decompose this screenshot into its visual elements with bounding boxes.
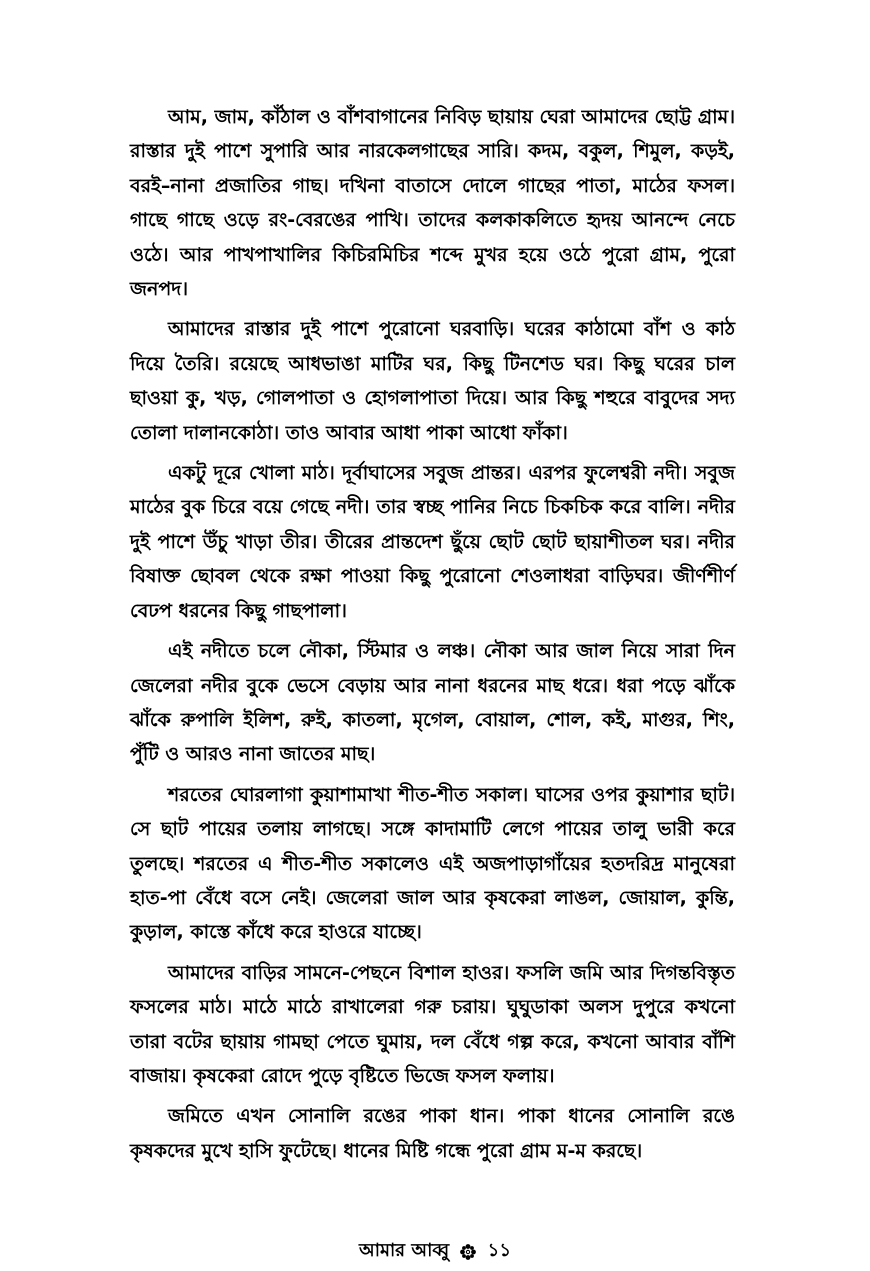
- flower-ornament-icon: [459, 1243, 477, 1261]
- page-number: ১১: [487, 1240, 512, 1261]
- paragraph-7: জমিতে এখন সোনালি রঙের পাকা ধান। পাকা ধানের সোনালি রঙে কৃষকদের মুখে হাসি ফুটেছে। ধানের মিষ্টি গন্ধে পুরো গ্রাম ম-ম করছে।: [130, 1105, 735, 1162]
- book-title: আমার আব্বু: [358, 1240, 450, 1261]
- paragraph-6: আমাদের বাড়ির সামনে-পেছনে বিশাল হাওর। ফসলি জমি আর দিগন্তবিস্তৃত ফসলের মাঠ। মাঠে মাঠে রাখালেরা গরু চরায়। ঘুঘুডাকা অলস দুপুরে কখনো তারা বটের ছায়ায় গামছা পেতে ঘুমায়, দল বেঁধে গল্প করে, কখনো আবার বাঁশি বাজায়। কৃষকেরা রোদে পুড়ে বৃষ্টিতে ভিজে ফসল ফলায়।: [130, 961, 735, 1087]
- paragraph-1: আম, জাম, কাঁঠাল ও বাঁশবাগানের নিবিড় ছায়ায় ঘেরা আমাদের ছোট্ট গ্রাম। রাস্তার দুই পাশে সুপারি আর নারকেলগাছের সারি। কদম, বকুল, শিমুল, কড়ই, বরই–নানা প্রজাতির গাছ। দখিনা বাতাসে দোলে গাছের পাতা, মাঠের ফসল। গাছে গাছে ওড়ে রং-বেরঙের পাখি। তাদের কলকাকলিতে হৃদয় আনন্দে নেচে ওঠে। আর পাখপাখালির কিচিরমিচির শব্দে মুখর হয়ে ওঠে পুরো গ্রাম, পুরো জনপদ।: [130, 106, 735, 301]
- paragraph-5: শরতের ঘোরলাগা কুয়াশামাখা শীত-শীত সকাল। ঘাসের ওপর কুয়াশার ছাট। সে ছাট পায়ের তলায় লাগছে। সঙ্গে কাদামাটি লেগে পায়ের তালু ভারী করে তুলছে। শরতের এ শীত-শীত সকালেও এই অজপাড়াগাঁয়ের হতদরিদ্র মানুষেরা হাত-পা বেঁধে বসে নেই। জেলেরা জাল আর কৃষকেরা লাঙল, জোয়াল, কুন্তি, কুড়াল, কাস্তে কাঁধে করে হাওরে যাচ্ছে।: [130, 783, 735, 944]
- paragraph-3: একটু দূরে খোলা মাঠ। দূর্বাঘাসের সবুজ প্রান্তর। এরপর ফুলেশ্বরী নদী। সবুজ মাঠের বুক চিরে বয়ে গেছে নদী। তার স্বচ্ছ পানির নিচে চিকচিক করে বালি। নদীর দুই পাশে উঁচু খাড়া তীর। তীরের প্রান্তদেশ ছুঁয়ে ছোট ছোট ছায়াশীতল ঘর। নদীর বিষাক্ত ছোবল থেকে রক্ষা পাওয়া কিছু পুরোনো শেওলাধরা বাড়িঘর। জীর্ণশীর্ণ বেঢপ ধরনের কিছু গাছপালা।: [130, 462, 735, 622]
- body-text: [130, 100, 735, 1174]
- paragraph-2: আমাদের রাস্তার দুই পাশে পুরোনো ঘরবাড়ি। ঘরের কাঠামো বাঁশ ও কাঠ দিয়ে তৈরি। রয়েছে আধভাঙা মাটির ঘর, কিছু টিনশেড ঘর। কিছু ঘরের চাল ছাওয়া কু, খড়, গোলপাতা ও হোগলাপাতা দিয়ে। আর কিছু শহুরে বাবুদের সদ্য তোলা দালানকোঠা। তাও আবার আধা পাকা আধো ফাঁকা।: [130, 318, 735, 444]
- page-footer: [0, 1236, 870, 1267]
- paragraph-4: এই নদীতে চলে নৌকা, স্টিমার ও লঞ্চ। নৌকা আর জাল নিয়ে সারা দিন জেলেরা নদীর বুকে ভেসে বেড়ায় আর নানা ধরনের মাছ ধরে। ধরা পড়ে ঝাঁকে ঝাঁকে রুপালি ইলিশ, রুই, কাতলা, মৃগেল, বোয়াল, শোল, কই, মাগুর, শিং, পুঁটি ও আরও নানা জাতের মাছ।: [130, 640, 735, 766]
